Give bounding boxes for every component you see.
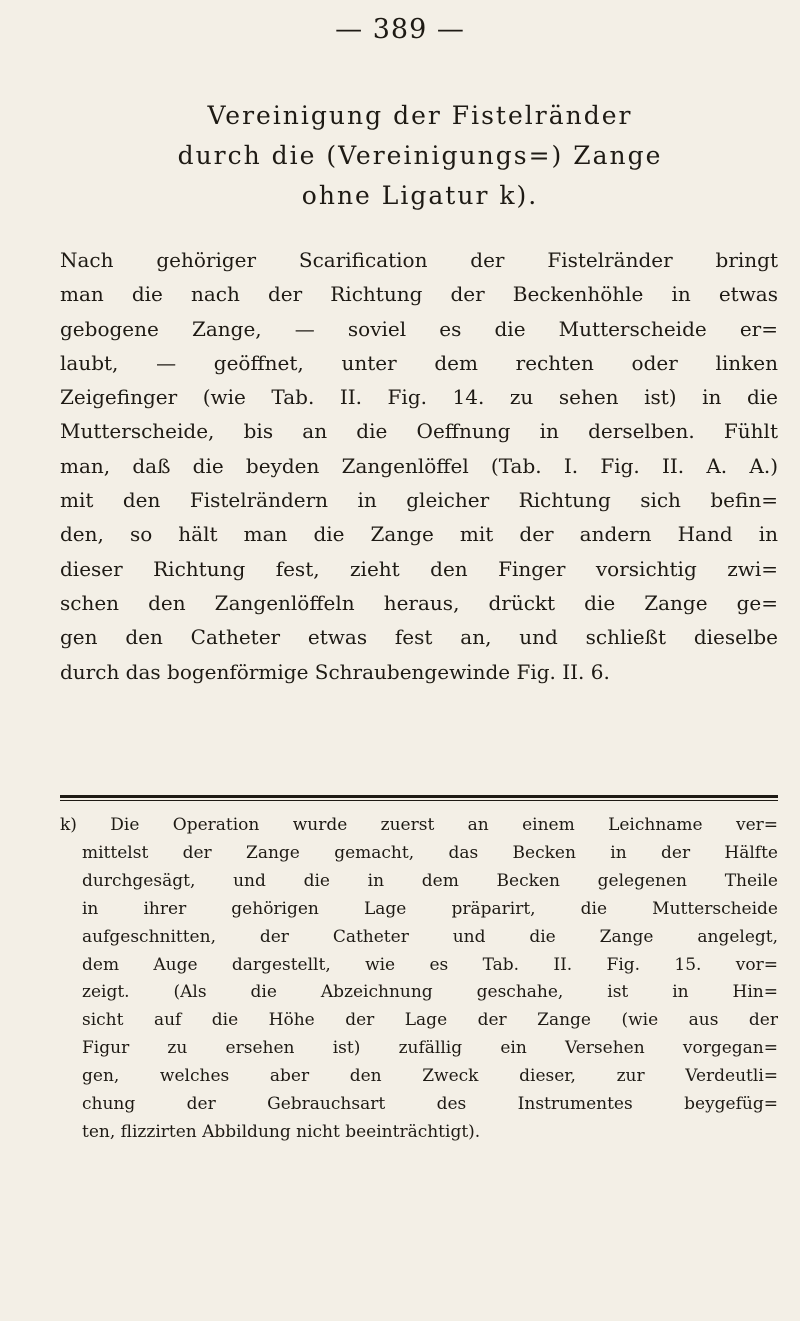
text-line: schen den Zangenlöffeln heraus, drückt die Zange ge=	[60, 590, 778, 615]
text-line: laubt, — geöffnet, unter dem rechten oder linken	[60, 350, 778, 375]
footnote-separator-thin	[60, 800, 778, 801]
text-line: den, so hält man die Zange mit der andern Hand in	[60, 522, 778, 547]
footnote-line: sicht auf die Höhe der Lage der Zange (wie aus der	[82, 1010, 778, 1031]
footnote-line: zeigt. (Als die Abzeichnung geschahe, ist in Hin=	[82, 982, 778, 1003]
footnote-separator	[60, 795, 778, 798]
footnote-line: dem Auge dargestellt, wie es Tab. II. Fig. 15. vor=	[82, 954, 778, 975]
text-line: Nach gehöriger Scarification der Fistelränder bringt	[60, 248, 778, 272]
main-paragraph	[60, 243, 778, 689]
text-line: man, daß die beyden Zangenlöffel (Tab. I. Fig. II. A. A.)	[60, 453, 778, 478]
footnote-line: in ihrer gehörigen Lage präparirt, die Mutterscheide	[82, 898, 778, 919]
footnote-line: Figur zu ersehen ist) zufällig ein Versehen vorgegan=	[82, 1038, 778, 1059]
footnote-line: mittelst der Zange gemacht, das Becken in der Hälfte	[82, 842, 778, 863]
heading-line-3: ohne Ligatur k).	[301, 181, 539, 210]
footnote	[60, 812, 778, 1147]
text-line: Mutterscheide, bis an die Oeffnung in derselben. Fühlt	[60, 419, 778, 444]
text-line: gebogene Zange, — soviel es die Mutterscheide er=	[60, 316, 778, 341]
footnote-line: durchgesägt, und die in dem Becken gelegenen Theile	[82, 870, 778, 891]
heading-line-2: durch die (Vereinigungs=) Zange	[177, 141, 663, 170]
text-line: gen den Catheter etwas fest an, und schließt dieselbe	[60, 625, 778, 650]
footnote-line: aufgeschnitten, der Catheter und die Zange angelegt,	[82, 926, 778, 947]
heading-line-1: Vereinigung der Fistelränder	[207, 101, 633, 130]
text-line: Zeigefinger (wie Tab. II. Fig. 14. zu sehen ist) in die	[60, 385, 778, 410]
text-line: dieser Richtung fest, zieht den Finger vorsichtig zwi=	[60, 556, 778, 581]
footnote-line: gen, welches aber den Zweck dieser, zur Verdeutli=	[82, 1066, 778, 1087]
footnote-line: k) Die Operation wurde zuerst an einem Leichname ver=	[60, 815, 778, 835]
section-heading	[60, 96, 780, 216]
footnote-line: chung der Gebrauchsart des Instrumentes beygefüg=	[82, 1094, 778, 1115]
text-line: man die nach der Richtung der Beckenhöhle in etwas	[60, 282, 778, 307]
text-line: durch das bogenförmige Schraubengewinde Fig. II. 6.	[60, 659, 610, 684]
text-line: mit den Fistelrändern in gleicher Richtung sich befin=	[60, 488, 778, 513]
page-number: — 389 —	[335, 14, 465, 45]
footnote-line: ten, flizzirten Abbildung nicht beeinträchtigt).	[82, 1121, 481, 1142]
